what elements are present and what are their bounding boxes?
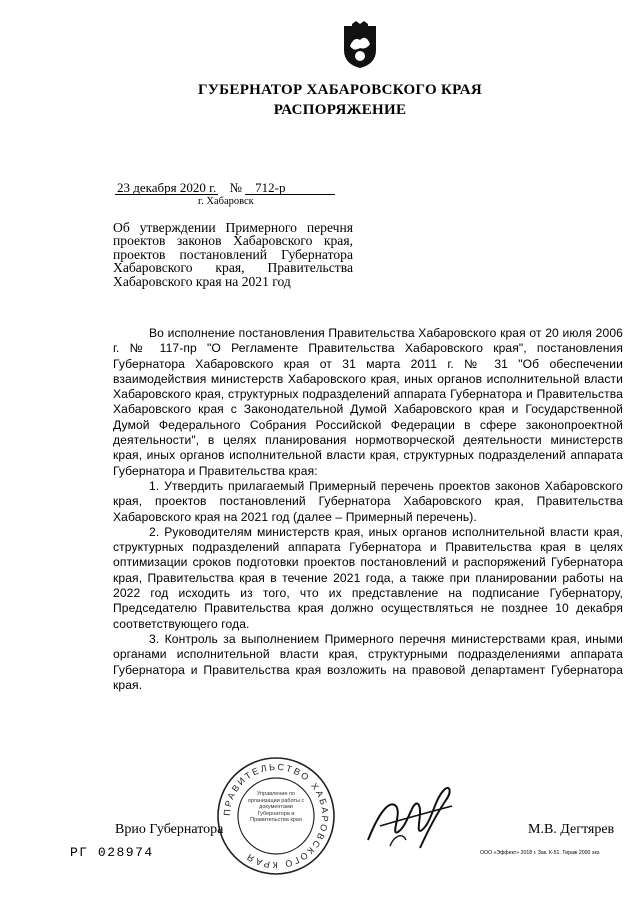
official-stamp [215,755,337,877]
document-date: 23 декабря 2020 г. [117,180,217,195]
handwritten-signature [360,770,460,860]
form-serial-number: РГ 028974 [70,845,154,860]
signatory-position: Врио Губернатора [115,822,224,837]
document-subject: Об утверждении Примерного перечня проектов законов Хабаровского края, проектов постановлений Губернатора Хабаровского края, Правительства Хабаровского края на 2021 год [113,220,353,289]
document-type: РАСПОРЯЖЕНИЕ [273,102,407,118]
authority-title: ГУБЕРНАТОР ХАБАРОВСКОГО КРАЯ [198,82,482,98]
preamble-paragraph: Во исполнение постановления Правительства Хабаровского края от 20 июля 2006 г. № 117-пр "О Регламенте Правительства Хабаровского края", постановления Губернатора Хабаровского края от 31 марта 2011 г. № 31 "Об обеспечении взаимодействия министерств Хабаровского края, иных органов исполнительной власти Хабаровского края, структурных подразделений аппарата Губернатора и Правительства Хабаровского края с Законодательной Думой Хабаровского края и Государственной Думой Федерального Собрания Российской Федерации в сфере законопроектной деятельности", в целях планирования нормотворческой деятельности министерств края, иных органов исполнительной власти края, структурных подразделений аппарата Губернатора и Правительства края: [113,326,623,478]
document-number: 712-р [245,181,335,195]
stamp-inner-text: Управление по организации работы с документами Губернатора и Правительства края [247,791,305,824]
city: г. Хабаровск [198,196,254,207]
item-1-paragraph: 1. Утвердить прилагаемый Примерный перечень проектов законов Хабаровского края, проектов постановлений Губернатора Хабаровского края, Правительства Хабаровского края на 2021 год (далее – Примерный перечень). [113,478,623,524]
signatory-name: М.В. Дегтярев [528,822,615,837]
item-2-paragraph: 2. Руководителям министерств края, иных органов исполнительной власти края, структурных подразделений аппарата Губернатора и Правительства края в целях оптимизации сроков подготовки проектов постановлений и распоряжений Губернатора края, Правительства края в течение 2021 года, а также при планировании работы на 2022 год исходить из того, что их представление на подписание Губернатору, Председателю Правительства края должно осуществляться не позднее 10 декабря соответствующего года. [113,524,623,631]
document-body [113,326,623,693]
coat-of-arms-icon [340,20,380,70]
item-3-paragraph: 3. Контроль за выполнением Примерного перечня министерствами края, иными органами исполнительной власти края, структурными подразделениями аппарата Губернатора и Правительства края возложить на правовой департамент Губернатора края. [113,631,623,692]
stamp-ring-text: ПРАВИТЕЛЬСТВО ХАБАРОВСКОГО КРАЯ [221,761,331,871]
printing-imprint: ООО «Эффект» 2018 г. Зак. К-51. Тираж 2000 экз. [480,850,601,856]
date-number-line [115,180,335,196]
number-sign: № [229,180,242,195]
